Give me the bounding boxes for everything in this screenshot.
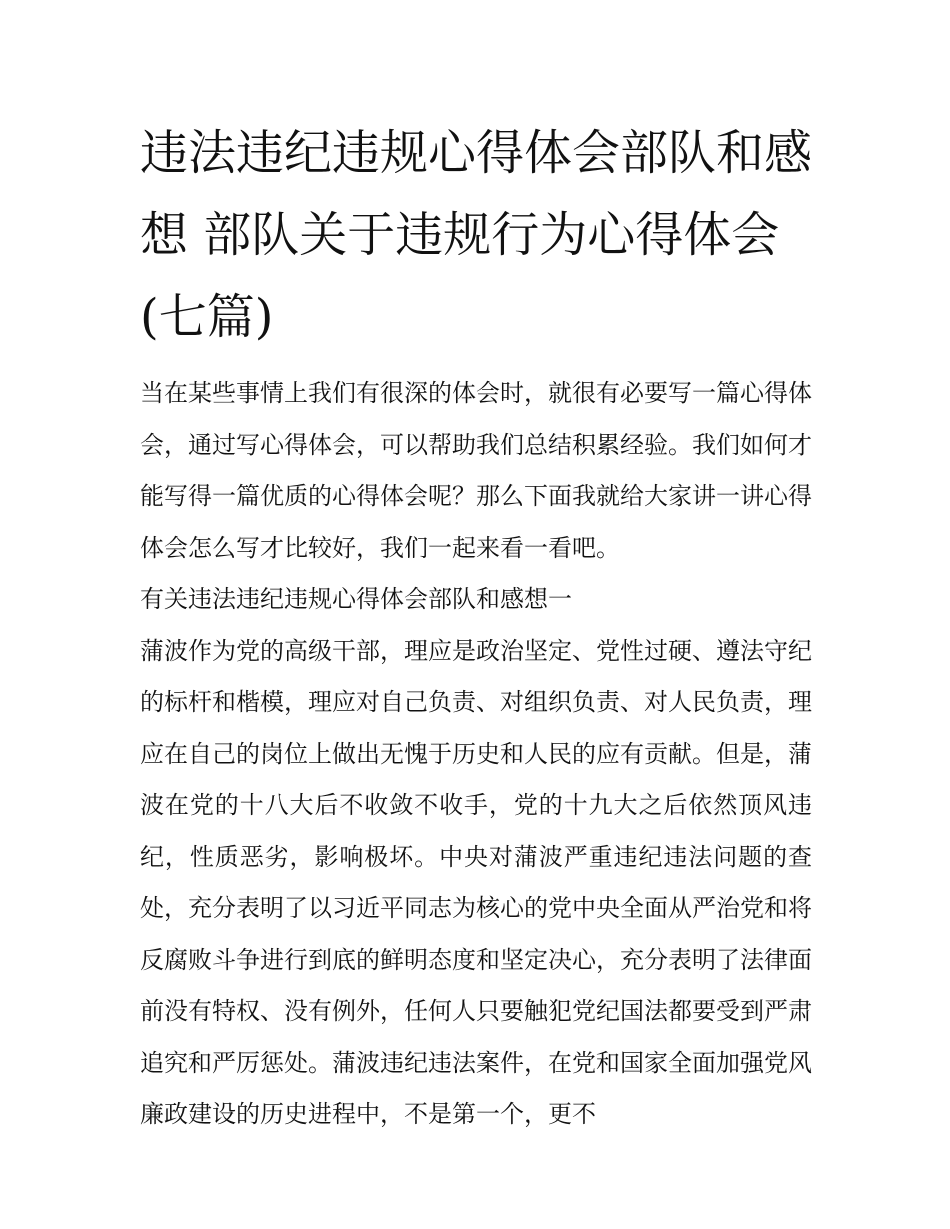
document-body (140, 112, 812, 1141)
intro-paragraph: 当在某些事情上我们有很深的体会时，就很有必要写一篇心得体会，通过写心得体会，可以帮助我们总结积累经验。我们如何才能写得一篇优质的心得体会呢？那么下面我就给大家讲一讲心得体会怎么写才比较好，我们一起来看一看吧。 (140, 379, 812, 562)
section-paragraph: 蒲波作为党的高级干部，理应是政治坚定、党性过硬、遵法守纪的标杆和楷模，理应对自己负责、对组织负责、对人民负责，理应在自己的岗位上做出无愧于历史和人民的应有贡献。但是，蒲波在党的十八大后不收敛不收手，党的十九大之后依然顶风违纪，性质恶劣，影响极坏。中央对蒲波严重违纪违法问题的查处，充分表明了以习近平同志为核心的党中央全面从严治党和将反腐败斗争进行到底的鲜明态度和坚定决心，充分表明了法律面前没有特权、没有例外，任何人只要触犯党纪国法都要受到严肃追究和严厉惩处。蒲波违纪违法案件，在党和国家全面加强党风廉政建设的历史进程中，不是第一个，更不 (140, 636, 812, 1128)
document-title: 违法违纪违规心得体会部队和感想 部队关于违规行为心得体会(七篇) (140, 125, 813, 345)
section-heading: 有关违法违纪违规心得体会部队和感想一 (140, 585, 572, 613)
